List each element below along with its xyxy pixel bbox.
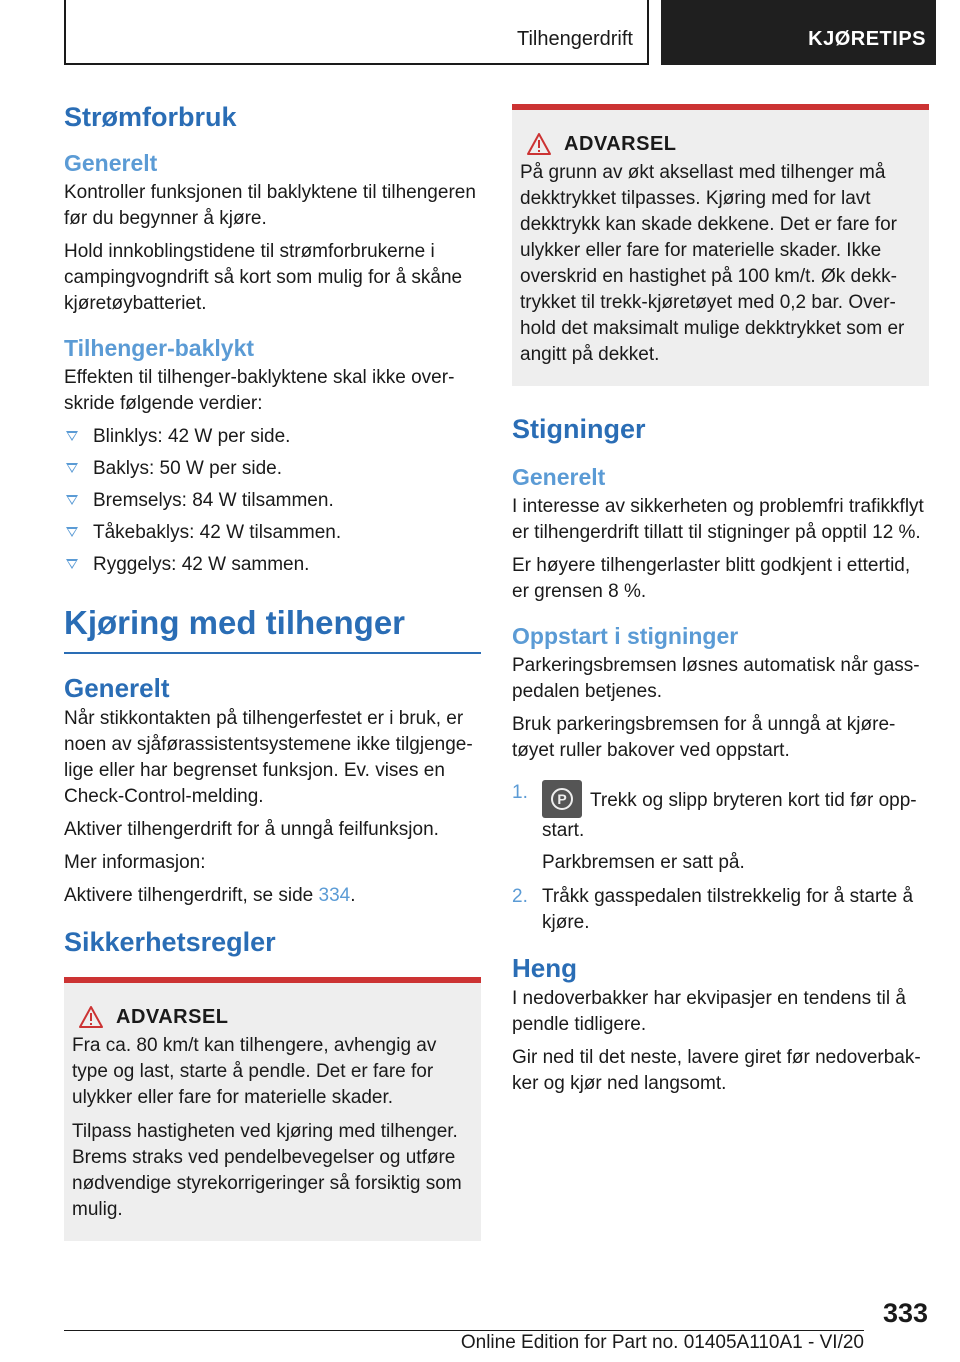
warning-header	[72, 1005, 473, 1029]
step-item: 2. Tråkk gasspedalen tilstrekkelig for å starte å kjøre.	[512, 886, 914, 933]
triangle-bullet-icon	[66, 527, 78, 537]
step-item: 1. P Trekk og slipp bryteren kort tid før opp-start.	[512, 782, 917, 841]
hill-start-steps	[512, 780, 929, 844]
header-section-tab	[64, 0, 649, 65]
left-column	[64, 100, 481, 1265]
right-column	[512, 104, 929, 1104]
driving-paragraph-2: Aktiver tilhengerdrift for å unngå feilfunksjon.	[64, 819, 439, 840]
hill-start-paragraph-2: Bruk parkeringsbremsen for å unngå at kjøre-tøyet ruller bakover ved oppstart.	[512, 714, 896, 761]
list-item: Baklys: 50 W per side.	[64, 456, 481, 482]
warning-paragraph-2: Tilpass hastigheten ved kjøring med tilhenger. Brems straks ved pendelbevegelser og utføre nødvendige styrekorrigeringer så forsiktig som mulig.	[72, 1121, 462, 1220]
header-chapter-tab	[661, 0, 936, 65]
warning-triangle-icon	[526, 132, 552, 156]
list-item: Bremselys: 84 W tilsammen.	[64, 488, 481, 514]
driving-with-trailer-heading: Kjøring med tilhenger	[64, 602, 481, 654]
inclines-paragraph-2: Er høyere tilhengerlaster blitt godkjent i ettertid, er grensen 8 %.	[512, 555, 911, 602]
driving-paragraph-4: Aktivere tilhengerdrift, se side 334.	[64, 885, 356, 906]
footer-divider	[64, 1330, 864, 1331]
section-title: Tilhengerdrift	[517, 28, 633, 50]
inclines-heading: Stigninger	[512, 414, 646, 444]
power-consumption-heading: Strømforbruk	[64, 102, 237, 132]
triangle-bullet-icon	[66, 495, 78, 505]
slopes-paragraph-1: I nedoverbakker har ekvipasjer en tendens til å pendle tidligere.	[512, 988, 906, 1035]
inclines-paragraph-1: I interesse av sikkerheten og problemfri trafikkflyt er tilhengerdrift tillatt til stigninger på opptil 12 %.	[512, 496, 924, 543]
edition-text: Online Edition for Part no. 01405A110A1 - VI/20	[460, 1332, 864, 1353]
slopes-paragraph-2: Gir ned til det neste, lavere giret før nedoverbak-ker og kjør ned langsomt.	[512, 1047, 921, 1094]
parking-brake-icon: P	[542, 780, 582, 818]
page-link[interactable]: 334	[318, 885, 351, 906]
power-paragraph-1: Kontroller funksjonen til baklyktene til tilhengeren før du begynner å kjøre.	[64, 182, 476, 229]
hill-start-paragraph-1: Parkeringsbremsen løsnes automatisk når gass-pedalen betjenes.	[512, 655, 920, 702]
triangle-bullet-icon	[66, 431, 78, 441]
driving-paragraph-3: Mer informasjon:	[64, 852, 206, 873]
chapter-title: KJØRETIPS	[808, 28, 926, 50]
taillight-paragraph: Effekten til tilhenger-baklyktene skal ikke over-skride følgende verdier:	[64, 367, 455, 414]
slopes-heading: Heng	[512, 953, 577, 983]
step-number: 2.	[512, 886, 528, 907]
warning-box	[64, 977, 481, 1241]
power-general-heading: Generelt	[64, 150, 158, 176]
list-item: Ryggelys: 42 W sammen.	[64, 552, 481, 578]
safety-rules-heading: Sikkerhetsregler	[64, 927, 276, 957]
taillight-heading: Tilhenger-baklykt	[64, 335, 255, 361]
hill-start-heading: Oppstart i stigninger	[512, 623, 739, 649]
list-item: Blinklys: 42 W per side.	[64, 424, 481, 450]
warning-header	[520, 132, 921, 156]
step-note: Parkbremsen er satt på.	[542, 852, 745, 873]
power-paragraph-2: Hold innkoblingstidene til strømforbrukerne i campingvogndrift så kort som mulig for å skåne kjøretøybatteriet.	[64, 241, 463, 314]
warning-paragraph-1: På grunn av økt aksellast med tilhenger må dekktrykket tilpasses. Kjøring med for lavt dekktrykk kan skade dekkene. Det er fare for ulykker eller fare for materielle skader. Ikke overskrid en hastighet på 100 km/t. Øk dekk-trykket til trekk-kjøretøyet med 0,2 bar. Over-hold det maksimalt mulige dekktrykket som er angitt på dekket.	[520, 162, 905, 365]
warning-title: ADVARSEL	[116, 1005, 229, 1028]
page-number: 333	[882, 1298, 928, 1328]
power-limit-list	[64, 424, 481, 578]
warning-triangle-icon	[78, 1005, 104, 1029]
triangle-bullet-icon	[66, 463, 78, 473]
inclines-general-heading: Generelt	[512, 464, 606, 490]
step-number: 1.	[512, 782, 528, 803]
hill-start-steps-continued	[512, 884, 929, 936]
warning-box	[512, 104, 929, 386]
list-item: Tåkebaklys: 42 W tilsammen.	[64, 520, 481, 546]
warning-title: ADVARSEL	[564, 132, 677, 155]
triangle-bullet-icon	[66, 559, 78, 569]
warning-paragraph-1: Fra ca. 80 km/t kan tilhengere, avhengig av type og last, starte å pendle. Det er fare for ulykker eller fare for materielle skader.	[72, 1035, 437, 1108]
driving-paragraph-1: Når stikkontakten på tilhengerfestet er i bruk, er noen av sjåførassistentsystemene ikke tilgjenge-lige eller har begrenset funksjon. Ev. vises en Check-Control-melding.	[64, 708, 473, 807]
driving-general-heading: Generelt	[64, 673, 170, 703]
